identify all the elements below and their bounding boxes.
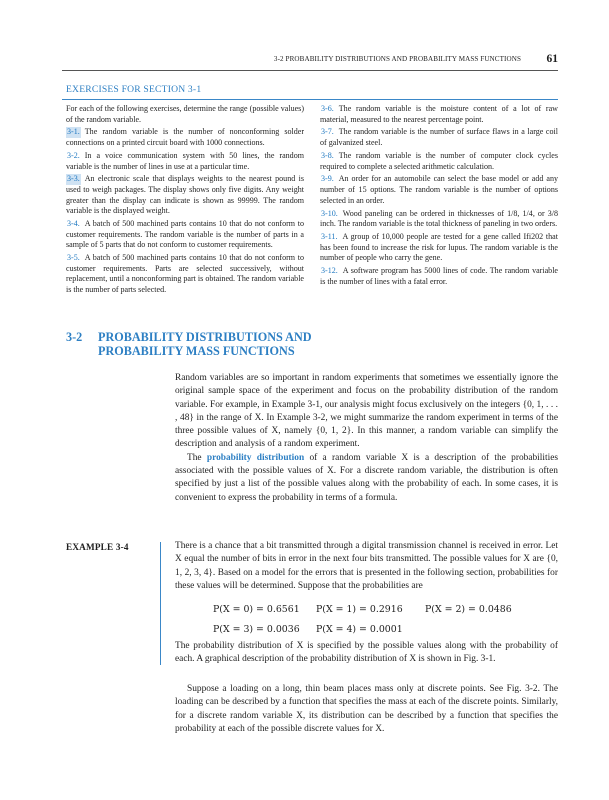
exercise-number: 3-4. bbox=[67, 219, 80, 229]
exercise-number: 3-11. bbox=[321, 232, 338, 242]
probability-equation: P(X = 1) = 0.2916 bbox=[316, 604, 403, 615]
exercises-intro: For each of the following exercises, determine the range (possible values) of the random variable. bbox=[66, 104, 304, 124]
exercise-number: 3-10. bbox=[321, 208, 338, 218]
exercise-item bbox=[320, 127, 558, 148]
exercise-text: An order for an automobile can select the base model or add any number of 15 options. The random variable is the number of options selected in an order. bbox=[320, 174, 558, 205]
exercise-number: 3-2. bbox=[67, 150, 80, 160]
exercise-item bbox=[66, 151, 304, 172]
page-number: 61 bbox=[546, 53, 558, 65]
exercise-text: An electronic scale that displays weights to the nearest pound is used to weigh packages. The display shows only five digits. Any weight greater than the display can indicate is shown as 99999. The random variable is the displayed weight. bbox=[66, 174, 304, 216]
section-heading bbox=[66, 330, 356, 358]
exercises-rule bbox=[62, 99, 558, 100]
exercise-item bbox=[320, 104, 558, 125]
running-head: 3-2 PROBABILITY DISTRIBUTIONS AND PROBABILITY MASS FUNCTIONS bbox=[273, 55, 521, 63]
example-label: EXAMPLE 3-4 bbox=[66, 542, 129, 552]
exercise-number: 3-6. bbox=[321, 104, 334, 113]
exercise-text: The random variable is the moisture content of a lot of raw material, measured to the nearest percentage point. bbox=[320, 104, 558, 124]
exercise-item bbox=[66, 253, 304, 295]
exercise-number: 3-9. bbox=[321, 174, 334, 184]
exercise-item bbox=[66, 174, 304, 216]
exercises-heading: EXERCISES FOR SECTION 3-1 bbox=[66, 84, 202, 95]
exercise-number: 3-3. bbox=[67, 174, 80, 184]
exercise-item bbox=[320, 266, 558, 287]
para-prefix: The bbox=[187, 452, 202, 463]
probability-equation: P(X = 0) = 0.6561 bbox=[213, 604, 300, 615]
section-body bbox=[175, 372, 558, 505]
probability-equation: P(X = 4) = 0.0001 bbox=[316, 624, 403, 635]
exercise-text: The random variable is the number of surface flaws in a large coil of galvanized steel. bbox=[320, 127, 558, 148]
exercise-text: Wood paneling can be ordered in thicknesses of 1/8, 1/4, or 3/8 inch. The random variable is the total thickness of paneling in two orders. bbox=[320, 208, 558, 229]
exercise-item bbox=[66, 219, 304, 251]
para-rest: of a random variable X is a description of the probabilities associated with the possible values of X. For a discrete random variable, the distribution is often specified by just a list of the possible values along with the probability of each. In some cases, it is convenient to express the probability in terms of a formula. bbox=[175, 452, 559, 503]
exercise-number: 3-8. bbox=[321, 150, 334, 160]
exercise-text: A software program has 5000 lines of code. The random variable is the number of lines with a fatal error. bbox=[320, 266, 558, 286]
exercise-text: The random variable is the number of nonconforming solder connections on a printed circuit board with 1000 connections. bbox=[66, 127, 304, 148]
section-title-line2: PROBABILITY MASS FUNCTIONS bbox=[98, 344, 295, 358]
exercise-text: The random variable is the number of computer clock cycles required to complete a selected arithmetic calculation. bbox=[320, 150, 558, 171]
exercise-item bbox=[320, 151, 558, 172]
example-text: There is a chance that a bit transmitted through a digital transmission channel is received in error. Let X equal the number of bits in error in the next four bits transmitted. The possible values for X are {0, 1, 2, 3, 4}. Based on a model for the errors that is presented in the following section, probabilities for these values will be determined. Suppose that the probabilities are bbox=[175, 541, 558, 591]
exercise-item bbox=[66, 127, 304, 148]
section-title-line1: PROBABILITY DISTRIBUTIONS AND bbox=[98, 330, 312, 344]
exercise-number: 3-7. bbox=[321, 127, 334, 137]
exercise-text: In a voice communication system with 50 lines, the random variable is the number of lines in use at a particular time. bbox=[66, 150, 304, 171]
section-number: 3-2 bbox=[66, 330, 83, 344]
exercise-text: A batch of 500 machined parts contains 10 that do not conform to customer requirements. Parts are selected successively, without replacement, until a nonconforming part is obtained. The random variable is the number of parts selected. bbox=[66, 253, 304, 294]
body-paragraph bbox=[175, 452, 558, 505]
example-after-text: The probability distribution of X is specified by the possible values along with the probability of each. A graphical description of the probability distribution of X is shown in Fig. 3-1. bbox=[175, 641, 558, 665]
exercises-left-column bbox=[66, 104, 304, 298]
exercise-item bbox=[320, 174, 558, 206]
key-term: probability distribution bbox=[206, 452, 305, 463]
exercise-text: A group of 10,000 people are tested for a gene called Ifi202 that has been found to increase the risk for lupus. The random variable is the number of people who carry the gene. bbox=[320, 232, 558, 263]
closing-paragraph: Suppose a loading on a long, thin beam places mass only at discrete points. See Fig. 3-2. The loading can be described by a function that specifies the mass at each of the discrete points. Similarly, for a discrete random variable X, its distribution can be described by a function that specifies the probability at each of the possible discrete values for X. bbox=[175, 684, 558, 734]
exercises-right-column bbox=[320, 104, 558, 290]
body-paragraph: Random variables are so important in random experiments that sometimes we essentially ignore the original sample space of the experiment and focus on the probability distribution of the random variable. For example, in Example 3-1, our analysis might focus exclusively on the integers {0, 1, . . . , 48} in the range of X. In Example 3-2, we might summarize the random experiment in terms of the three possible values of X, namely {0, 1, 2}. In this manner, a random variable can simplify the description and analysis of a random experiment. bbox=[175, 373, 558, 450]
exercise-item bbox=[320, 232, 558, 264]
exercise-number: 3-12. bbox=[321, 266, 338, 276]
header-rule bbox=[62, 70, 558, 71]
probability-equation: P(X = 2) = 0.0486 bbox=[425, 604, 512, 615]
probability-row-1 bbox=[0, 604, 609, 618]
probability-equation: P(X = 3) = 0.0036 bbox=[213, 624, 300, 635]
exercise-text: A batch of 500 machined parts contains 10 that do not conform to customer requirements. The random variable is the number of parts in a sample of 5 parts that do not conform to customer requirements. bbox=[66, 219, 304, 250]
exercise-item bbox=[320, 209, 558, 230]
probability-row-2 bbox=[0, 624, 609, 638]
exercise-number: 3-5. bbox=[67, 253, 80, 263]
exercise-number: 3-1. bbox=[67, 127, 80, 137]
